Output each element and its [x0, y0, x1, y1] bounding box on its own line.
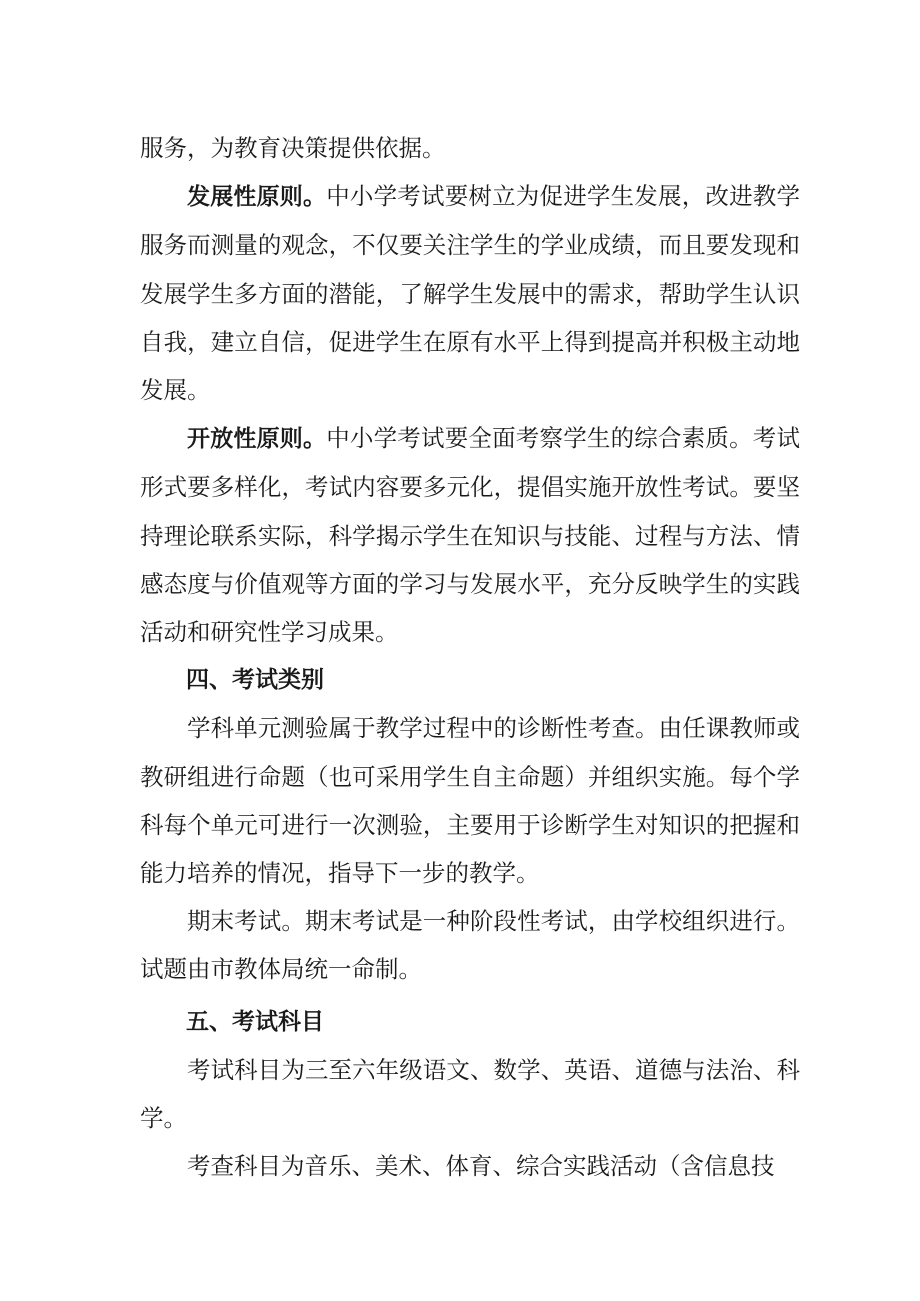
paragraph-unit-test: [140, 704, 800, 897]
paragraph-openness-principle: [140, 414, 800, 656]
paragraph-text: 期末考试。期末考试是一种阶段性考试，由学校组织进行。试题由市教体局统一命制。: [140, 907, 800, 984]
section-heading-exam-subjects: 五、考试科目: [186, 1008, 324, 1035]
principle-title: 发展性原则。: [187, 184, 327, 211]
paragraph-continuation: [140, 124, 800, 172]
document-body: [140, 124, 800, 1190]
paragraph-development-principle: [140, 172, 800, 414]
paragraph-final-exam: [140, 897, 800, 993]
paragraph-text: 中小学考试要全面考察学生的综合素质。考试形式要多样化，考试内容要多元化，提倡实施开放性考试。要坚持理论联系实际，科学揭示学生在知识与技能、过程与方法、情感态度与价值观等方面的学习与发展水平，充分反映学生的实践活动和研究性学习成果。: [140, 424, 801, 647]
paragraph-text: 服务，为教育决策提供依据。: [140, 134, 446, 162]
paragraph-text: 考查科目为音乐、美术、体育、综合实践活动（含信息技: [187, 1152, 775, 1181]
paragraph-exam-subjects: [140, 1046, 800, 1142]
paragraph-text: 中小学考试要树立为促进学生发展，改进教学服务而测量的观念，不仅要关注学生的学业成绩，而且要发现和发展学生多方面的潜能，了解学生发展中的需求，帮助学生认识自我，建立自信，促进学生在原有水平上得到提高并积极主动地发展。: [140, 182, 801, 405]
principle-title: 开放性原则。: [187, 426, 327, 453]
paragraph-assessment-subjects: [140, 1142, 800, 1190]
paragraph-text: 考试科目为三至六年级语文、数学、英语、道德与法治、科学。: [140, 1055, 800, 1133]
section-heading-exam-types: 四、考试类别: [186, 667, 324, 694]
paragraph-text: 学科单元测验属于教学过程中的诊断性考查。由任课教师或教研组进行命题（也可采用学生自主命题）并组织实施。每个学科每个单元可进行一次测验，主要用于诊断学生对知识的把握和能力培养的情况，指导下一步的教学。: [140, 714, 800, 888]
